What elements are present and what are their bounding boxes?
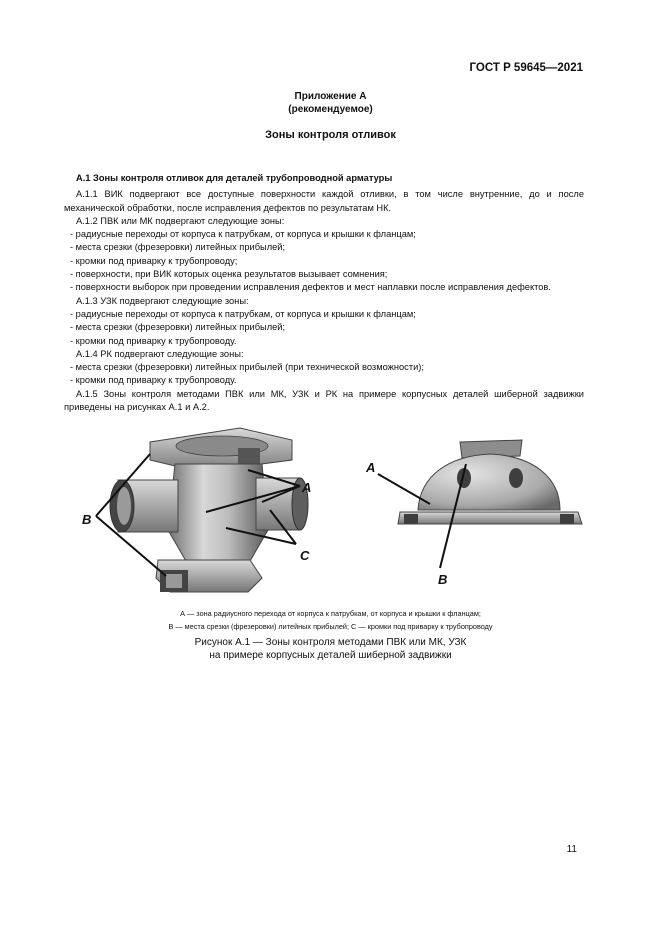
paragraph-a11: А.1.1 ВИК подвергают все доступные поверхности каждой отливки, в том числе внутренние, до и после механической обработки, после исправления дефектов по результатам НК. (64, 189, 584, 213)
legend-line: В — места срезки (фрезеровки) литейных прибылей; С — кромки под приварку к трубопроводу (168, 622, 493, 631)
caption-line: на примере корпусных деталей шиберной задвижки (209, 650, 452, 661)
bonnet-casting (398, 440, 582, 524)
section-heading: А.1 Зоны контроля отливок для деталей трубопроводной арматуры (76, 173, 393, 183)
label-c: C (300, 548, 310, 563)
page-number: 11 (566, 844, 577, 855)
appendix-heading (0, 90, 661, 116)
list-item: - кромки под приварку к трубопроводу. (70, 335, 237, 346)
appendix-subtitle: (рекомендуемое) (288, 104, 373, 115)
label-b-left: B (82, 512, 92, 527)
legend-line: А — зона радиусного перехода от корпуса к патрубкам, от корпуса и крышки к фланцам; (180, 609, 481, 618)
list-item: - радиусные переходы от корпуса к патрубкам, от корпуса и крышки к фланцам; (70, 308, 416, 319)
paragraph-a14: А.1.4 РК подвергают следующие зоны: (76, 348, 244, 359)
document-id: ГОСТ Р 59645—2021 (469, 62, 583, 74)
paragraph-a15: А.1.5 Зоны контроля методами ПВК или МК, УЗК и РК на примере корпусных деталей шиберной задвижки приведены на рисунках А.1 и А.2. (64, 388, 584, 413)
list-item: - кромки под приварку к трубопроводу; (70, 255, 238, 266)
list-item: - места срезки (фрезеровки) литейных прибылей; (70, 322, 286, 333)
figure-legend (0, 607, 661, 633)
list-item: - поверхности выборок при проведении исправления дефектов и мест наплавки после исправления дефектов. (70, 282, 551, 293)
zones-title: Зоны контроля отливок (265, 129, 396, 141)
list-item: - радиусные переходы от корпуса к патрубкам, от корпуса и крышки к фланцам; (70, 229, 416, 240)
appendix-title: Приложение А (294, 91, 367, 102)
list-item: - места срезки (фрезеровки) литейных прибылей; (70, 242, 286, 253)
label-b-right: B (438, 572, 448, 587)
list-item: - кромки под приварку к трубопроводу. (70, 375, 237, 386)
list-item: - места срезки (фрезеровки) литейных прибылей (при технической возможности); (70, 362, 424, 373)
figure-a1 (0, 420, 661, 605)
paragraph-a12: А.1.2 ПВК или МК подвергают следующие зоны: (76, 215, 285, 226)
section-body (64, 172, 584, 414)
caption-line: Рисунок А.1 — Зоны контроля методами ПВК или МК, УЗК (194, 637, 467, 648)
label-a-right: A (366, 460, 376, 475)
paragraph-a13: А.1.3 УЗК подвергают следующие зоны: (76, 295, 249, 306)
list-item: - поверхности, при ВИК которых оценка результатов вызывает сомнения; (70, 269, 388, 280)
label-a-left: A (302, 480, 312, 495)
figure-caption (0, 636, 661, 662)
valve-body-casting (110, 428, 308, 592)
